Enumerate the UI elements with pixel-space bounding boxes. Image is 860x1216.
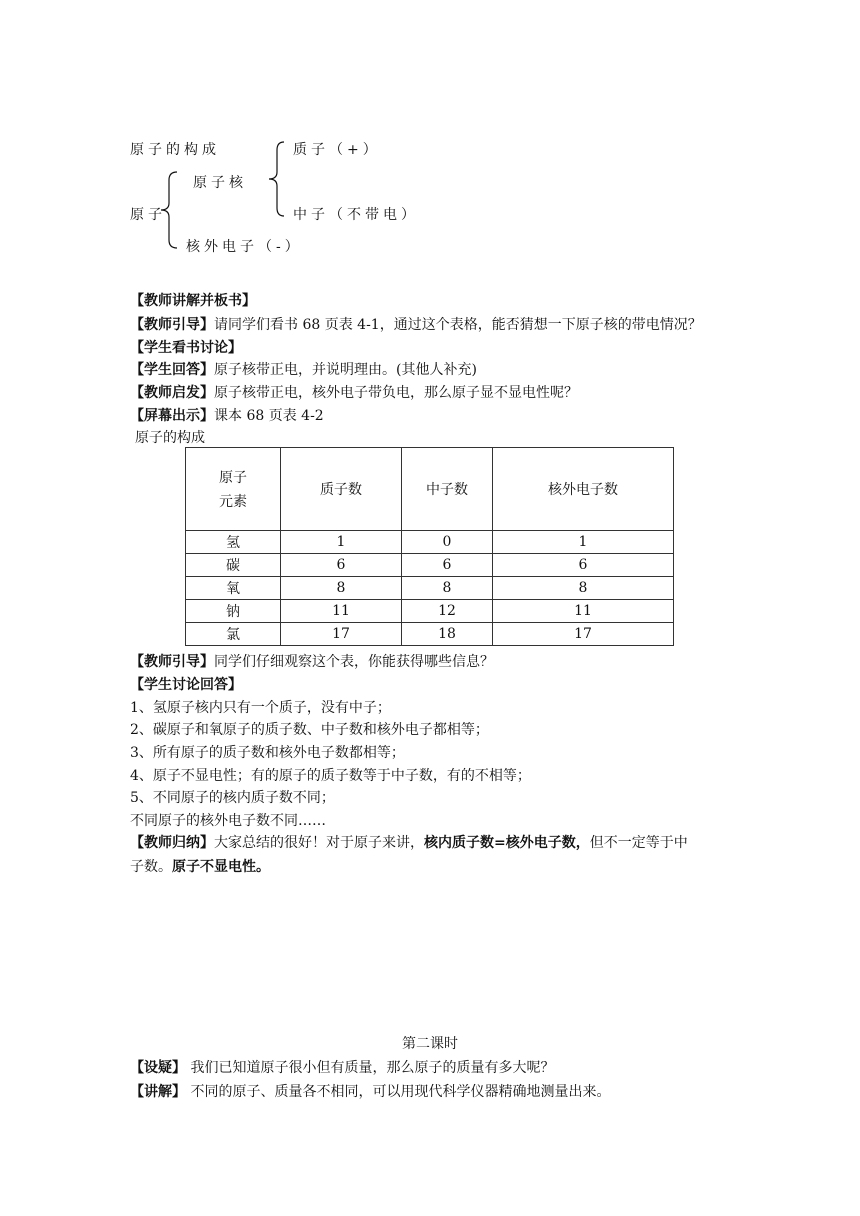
- header-protons: 质子数: [281, 448, 402, 531]
- tag-label: 【教师引导】: [130, 654, 214, 670]
- cell-electrons: 17: [493, 623, 674, 646]
- student-answer-line: [130, 359, 477, 379]
- explain-line: [130, 1081, 610, 1101]
- teacher-summary-line-2: [130, 856, 270, 876]
- point-2: 2、碳原子和氧原子的质子数、中子数和核外电子都相等；: [130, 722, 489, 738]
- line-text: 我们已知道原子很小但有质量，那么原子的质量有多大呢？: [186, 1060, 555, 1076]
- cell-element: 氯: [186, 623, 281, 646]
- cell-element: 钠: [186, 600, 281, 623]
- student-discuss-line: [130, 674, 242, 694]
- teacher-inspire-line: [130, 382, 578, 402]
- teacher-guide-line: [130, 314, 702, 334]
- point-4: 4、原子不显电性；有的原子的质子数等于中子数，有的不相等；: [130, 768, 531, 784]
- cell-neutrons: 18: [402, 623, 493, 646]
- table-caption: 原子的构成: [135, 430, 205, 446]
- line-text: 不同的原子、质量各不相同，可以用现代科学仪器精确地测量出来。: [186, 1084, 611, 1100]
- diagram-proton: 质子（+）: [293, 142, 381, 158]
- cell-element: 碳: [186, 554, 281, 577]
- cell-electrons: 6: [493, 554, 674, 577]
- teacher-guide-2-line: [130, 651, 494, 671]
- cell-protons: 17: [281, 623, 402, 646]
- cell-neutrons: 12: [402, 600, 493, 623]
- cell-neutrons: 0: [402, 531, 493, 554]
- header-neutrons: 中子数: [402, 448, 493, 531]
- diagram-electron: 核外电子（-）: [186, 239, 303, 255]
- brace-atom-icon: [157, 170, 181, 250]
- line-text: 请同学们看书 68 页表 4-1，通过这个表格，能否猜想一下原子核的带电情况？: [214, 317, 702, 333]
- point-6: 不同原子的核外电子数不同……: [130, 813, 326, 829]
- cell-protons: 11: [281, 600, 402, 623]
- table-row: [186, 600, 674, 623]
- table-header-row: [186, 448, 674, 531]
- summary-bold-conclusion: 原子不显电性。: [172, 859, 270, 875]
- cell-electrons: 8: [493, 577, 674, 600]
- cell-electrons: 1: [493, 531, 674, 554]
- cell-element: 氢: [186, 531, 281, 554]
- line-text: 课本 68 页表 4-2: [214, 408, 324, 424]
- table-row: [186, 531, 674, 554]
- screen-show-line: [130, 405, 324, 425]
- student-read-line: [130, 337, 242, 357]
- brace-nucleus-icon: [266, 140, 288, 218]
- header-element: [186, 448, 281, 531]
- cell-neutrons: 6: [402, 554, 493, 577]
- cell-protons: 6: [281, 554, 402, 577]
- diagram-nucleus: 原子核: [193, 175, 247, 191]
- line-text: 同学们仔细观察这个表，你能获得哪些信息？: [214, 654, 494, 670]
- diagram-neutron: 中子（不带电）: [293, 207, 419, 223]
- tag-label: 【教师启发】: [130, 385, 214, 401]
- cell-electrons: 11: [493, 600, 674, 623]
- summary-text-c: 但不一定等于中: [589, 835, 688, 851]
- tag-label: 【学生讨论回答】: [130, 677, 242, 693]
- summary-text-a: 大家总结的很好！对于原子来讲，: [214, 835, 424, 851]
- teacher-explain-line: [130, 290, 256, 310]
- point-5: 5、不同原子的核内质子数不同；: [130, 790, 335, 806]
- tag-label: 【屏幕出示】: [130, 408, 214, 424]
- tag-label: 【讲解】: [130, 1084, 186, 1100]
- summary-bold-equation: 核内质子数=核外电子数，: [424, 835, 590, 851]
- question-line: [130, 1057, 554, 1077]
- cell-neutrons: 8: [402, 577, 493, 600]
- header-electrons: 核外电子数: [493, 448, 674, 531]
- tag-label: 【教师引导】: [130, 317, 214, 333]
- cell-element: 氧: [186, 577, 281, 600]
- line-text: 原子核带正电，并说明理由。(其他人补充): [214, 362, 477, 378]
- cell-protons: 8: [281, 577, 402, 600]
- table-row: [186, 623, 674, 646]
- table-row: [186, 554, 674, 577]
- header-element-line1: 原子: [219, 470, 247, 486]
- tag-label: 【教师讲解并板书】: [130, 293, 256, 309]
- tag-label: 【学生回答】: [130, 362, 214, 378]
- diagram-title: 原子的构成: [130, 142, 220, 158]
- cell-protons: 1: [281, 531, 402, 554]
- summary-text-d: 子数。: [130, 859, 172, 875]
- lesson-2-title: 第二课时: [402, 1036, 458, 1052]
- line-text: 原子核带正电，核外电子带负电，那么原子显不显电性呢？: [214, 385, 578, 401]
- header-element-line2: 元素: [219, 494, 247, 510]
- diagram-atom: 原子: [130, 207, 166, 223]
- tag-label: 【学生看书讨论】: [130, 340, 242, 356]
- point-3: 3、所有原子的质子数和核外电子数都相等；: [130, 745, 405, 761]
- atom-composition-table: [185, 447, 674, 646]
- teacher-summary-line: [130, 832, 688, 852]
- point-1: 1、氢原子核内只有一个质子，没有中子；: [130, 700, 391, 716]
- tag-label: 【设疑】: [130, 1060, 186, 1076]
- tag-label: 【教师归纳】: [130, 835, 214, 851]
- table-row: [186, 577, 674, 600]
